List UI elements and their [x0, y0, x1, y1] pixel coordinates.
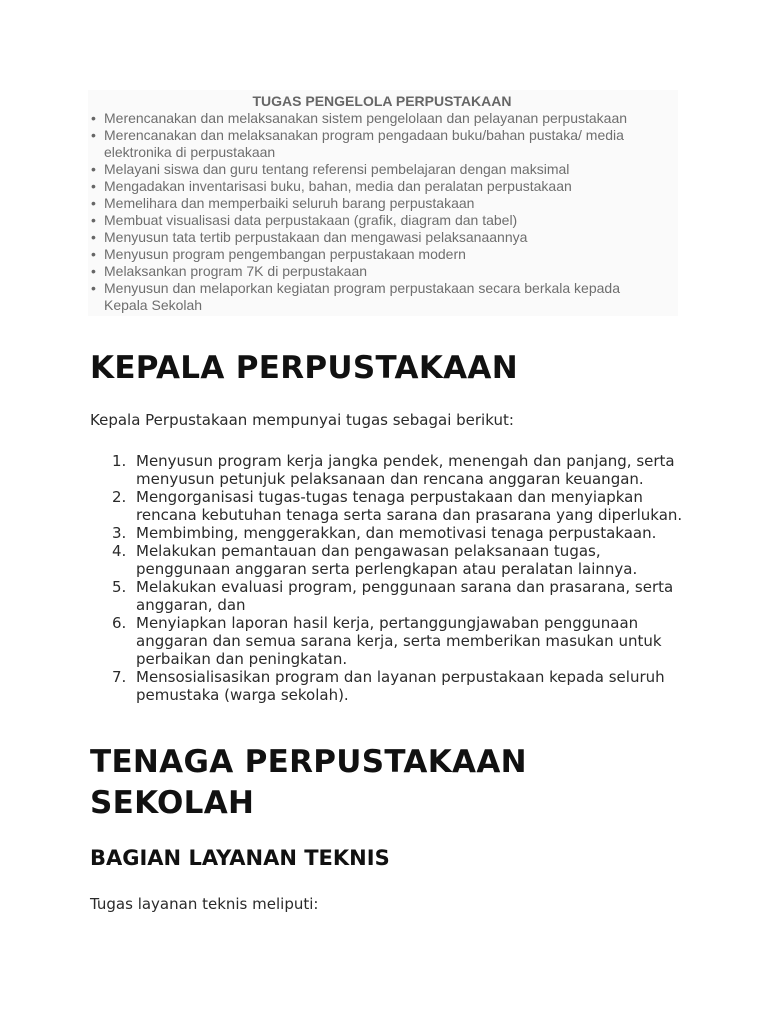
heading-tenaga-perpustakaan	[90, 742, 527, 824]
list-item: • Menyusun program pengembangan perpustakaan modern	[104, 246, 678, 263]
list-item	[90, 488, 690, 524]
list-item: • Melayani siswa dan guru tentang referensi pembelajaran dengan maksimal	[104, 161, 678, 178]
list-item	[90, 542, 690, 578]
list-item: • Menyusun tata tertib perpustakaan dan mengawasi pelaksanaannya	[104, 229, 678, 246]
heading-bagian-layanan-teknis: BAGIAN LAYANAN TEKNIS	[90, 846, 390, 870]
item-number: 7.	[112, 668, 127, 686]
list-item	[90, 578, 690, 614]
list-item: • Melaksankan program 7K di perpustakaan	[104, 263, 678, 280]
list-item: • Membuat visualisasi data perpustakaan (grafik, diagram dan tabel)	[104, 212, 678, 229]
list-item	[90, 614, 690, 668]
kepala-tasks-list	[90, 452, 690, 704]
item-text: Menyusun program kerja jangka pendek, menengah dan panjang, serta menyusun petunjuk pelaksanaan dan rencana anggaran keuangan.	[136, 452, 675, 488]
box-title: TUGAS PENGELOLA PERPUSTAKAAN	[252, 93, 512, 109]
heading-kepala-perpustakaan: KEPALA PERPUSTAKAAN	[90, 350, 518, 386]
item-text: Membimbing, menggerakkan, dan memotivasi tenaga perpustakaan.	[136, 524, 657, 542]
item-number: 5.	[112, 578, 127, 596]
list-item	[90, 524, 690, 542]
item-text: Melakukan evaluasi program, penggunaan sarana dan prasarana, serta anggaran, dan	[136, 578, 674, 614]
tugas-pengelola-list	[88, 110, 678, 314]
item-text: Mengorganisasi tugas-tugas tenaga perpustakaan dan menyiapkan rencana kebutuhan tenaga serta sarana dan prasarana yang diperlukan.	[136, 488, 683, 524]
list-item: • Menyusun dan melaporkan kegiatan program perpustakaan secara berkala kepada Kepala Sekolah	[104, 280, 678, 314]
item-number: 6.	[112, 614, 127, 632]
item-number: 4.	[112, 542, 127, 560]
teknis-intro: Tugas layanan teknis meliputi:	[90, 895, 319, 913]
list-item	[90, 668, 690, 704]
list-item: • Merencanakan dan melaksanakan sistem pengelolaan dan pelayanan perpustakaan	[104, 110, 678, 127]
list-item: • Merencanakan dan melaksanakan program pengadaan buku/bahan pustaka/ media elektronika di perpustakaan	[104, 127, 678, 161]
item-number: 1.	[112, 452, 127, 470]
kepala-intro: Kepala Perpustakaan mempunyai tugas sebagai berikut:	[90, 411, 514, 429]
item-number: 3.	[112, 524, 127, 542]
list-item	[90, 452, 690, 488]
item-text: Melakukan pemantauan dan pengawasan pelaksanaan tugas, penggunaan anggaran serta perlengkapan atau peralatan lainnya.	[136, 542, 638, 578]
item-text: Mensosialisasikan program dan layanan perpustakaan kepada seluruh pemustaka (warga sekolah).	[136, 668, 665, 704]
list-item: • Mengadakan inventarisasi buku, bahan, media dan peralatan perpustakaan	[104, 178, 678, 195]
item-text: Menyiapkan laporan hasil kerja, pertanggungjawaban penggunaan anggaran dan semua sarana kerja, serta memberikan masukan untuk perbaikan dan peningkatan.	[136, 614, 662, 668]
heading-line: TENAGA PERPUSTAKAAN	[90, 744, 527, 780]
heading-line: SEKOLAH	[90, 785, 255, 821]
tugas-pengelola-box	[88, 90, 678, 316]
list-item: • Memelihara dan memperbaiki seluruh barang perpustakaan	[104, 195, 678, 212]
item-number: 2.	[112, 488, 127, 506]
